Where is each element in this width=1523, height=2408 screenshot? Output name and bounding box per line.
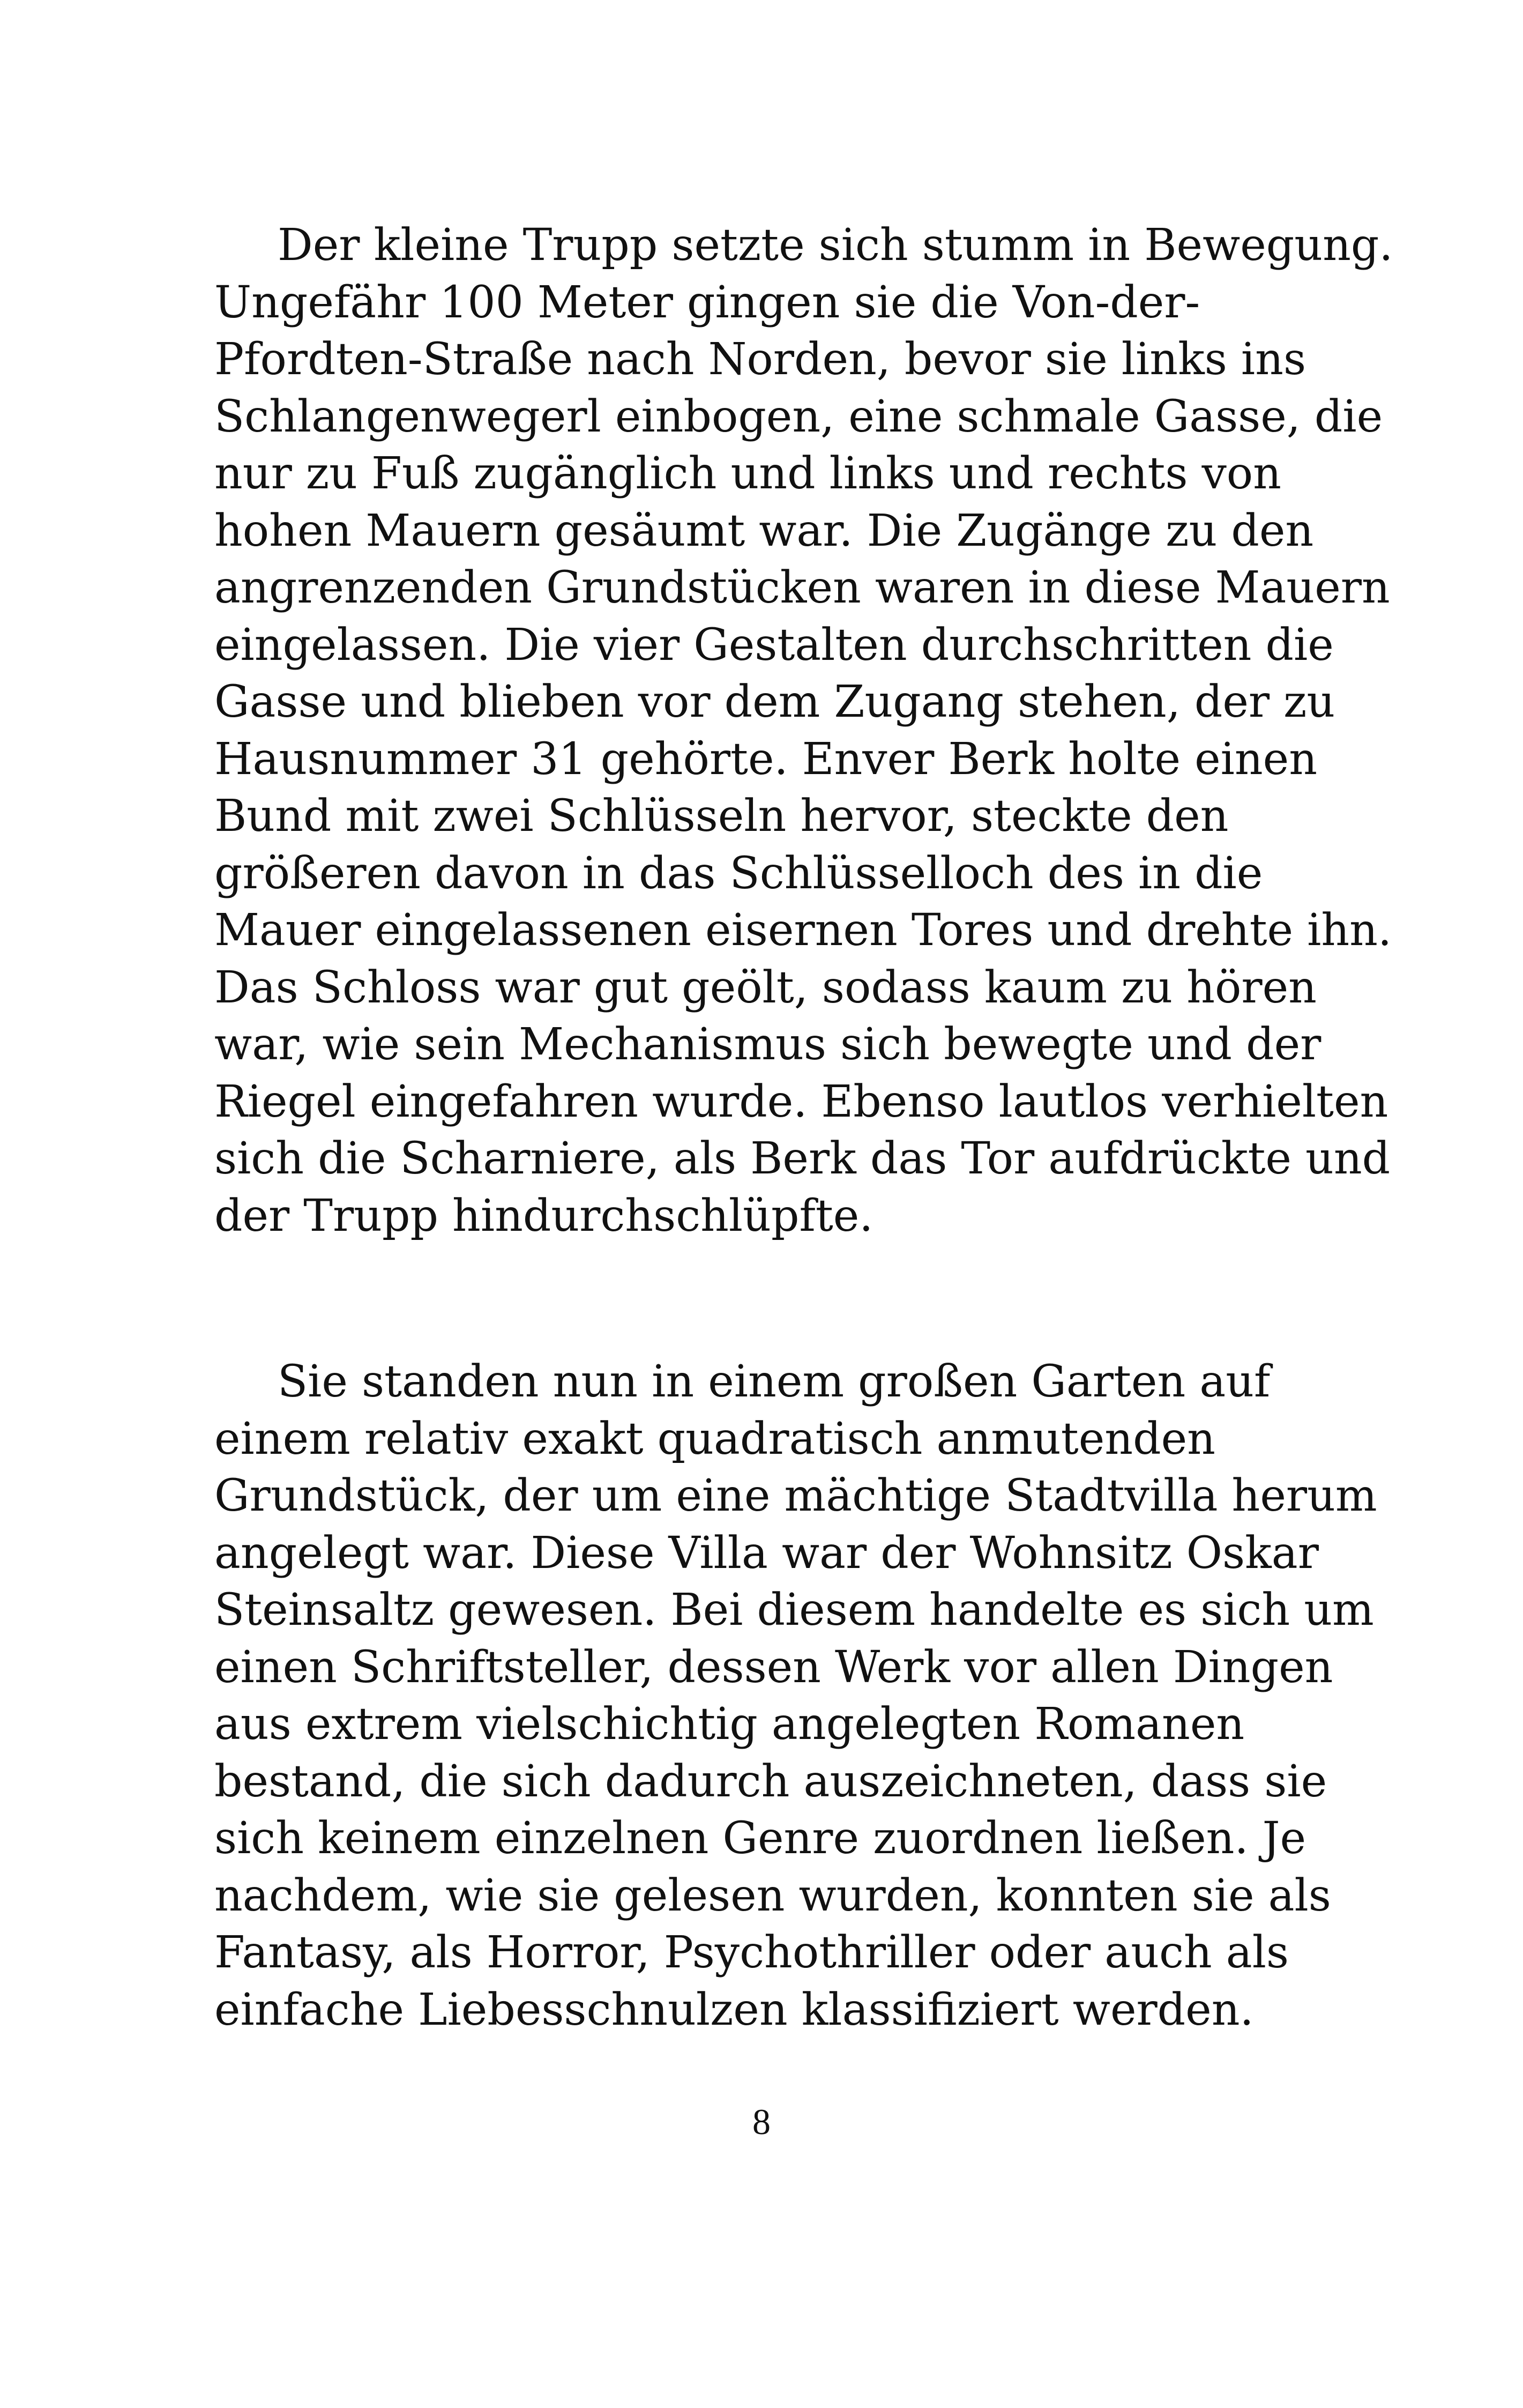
paragraph-line: Gasse und blieben vor dem Zugang stehen, der zu <box>214 677 1335 727</box>
paragraph-line: einfache Liebesschnulzen klassifiziert werden. <box>214 1984 1254 2035</box>
paragraph-line: Hausnummer 31 gehörte. Enver Berk holte einen <box>214 733 1318 785</box>
paragraph-line: angelegt war. Diese Villa war der Wohnsitz Oskar <box>214 1527 1319 1579</box>
paragraph-line: bestand, die sich dadurch auszeichneten, dass sie <box>214 1756 1327 1807</box>
page-number: 8 <box>752 2101 771 2142</box>
paragraph-line: der Trupp hindurchschlüpfte. <box>214 1190 874 1242</box>
paragraph-line: größeren davon in das Schlüsselloch des in die <box>214 848 1263 899</box>
paragraph-2 <box>214 1354 1377 2039</box>
paragraph-line: angrenzenden Grundstücken waren in diese Mauern <box>214 562 1390 613</box>
paragraph-line: war, wie sein Mechanismus sich bewegte und der <box>214 1019 1322 1070</box>
paragraph-line: sich keinem einzelnen Genre zuordnen ließen. Je <box>214 1813 1306 1864</box>
paragraph-line: hohen Mauern gesäumt war. Die Zugänge zu den <box>214 505 1314 556</box>
paragraph-line: Bund mit zwei Schlüsseln hervor, steckte den <box>214 791 1229 842</box>
paragraph-line: Fantasy, als Horror, Psychothriller oder auch als <box>214 1927 1289 1978</box>
paragraph-line: Mauer eingelassenen eisernen Tores und drehte ihn. <box>214 905 1392 956</box>
paragraph-line: einem relativ exakt quadratisch anmutenden <box>214 1413 1215 1465</box>
paragraph-line: Steinsaltz gewesen. Bei diesem handelte es sich um <box>214 1585 1374 1636</box>
paragraph-line: Der kleine Trupp setzte sich stumm in Bewegung. <box>278 220 1393 271</box>
paragraph-line: Ungefähr 100 Meter gingen sie die Von-der- <box>214 277 1200 328</box>
paragraph-line: sich die Scharniere, als Berk das Tor aufdrückte und <box>214 1133 1391 1184</box>
paragraph-line: einen Schriftsteller, dessen Werk vor allen Dingen <box>214 1641 1333 1693</box>
paragraph-line: nur zu Fuß zugänglich und links und rechts von <box>214 448 1281 499</box>
paragraph-line: eingelassen. Die vier Gestalten durchschritten die <box>214 619 1334 671</box>
paragraph-line: Pfordten-Straße nach Norden, bevor sie links ins <box>214 334 1307 385</box>
paragraph-line: aus extrem vielschichtig angelegten Romanen <box>214 1699 1245 1750</box>
paragraph-line: nachdem, wie sie gelesen wurden, konnten sie als <box>214 1870 1331 1921</box>
paragraph-line: Schlangenwegerl einbogen, eine schmale Gasse, die <box>214 391 1383 442</box>
paragraph-line: Riegel eingefahren wurde. Ebenso lautlos verhielten <box>214 1076 1388 1127</box>
paragraph-line: Sie standen nun in einem großen Garten auf <box>278 1356 1271 1407</box>
paragraph-line: Grundstück, der um eine mächtige Stadtvilla herum <box>214 1470 1377 1521</box>
paragraph-1 <box>214 217 1393 1245</box>
paragraph-line: Das Schloss war gut geölt, sodass kaum zu hören <box>214 962 1317 1013</box>
